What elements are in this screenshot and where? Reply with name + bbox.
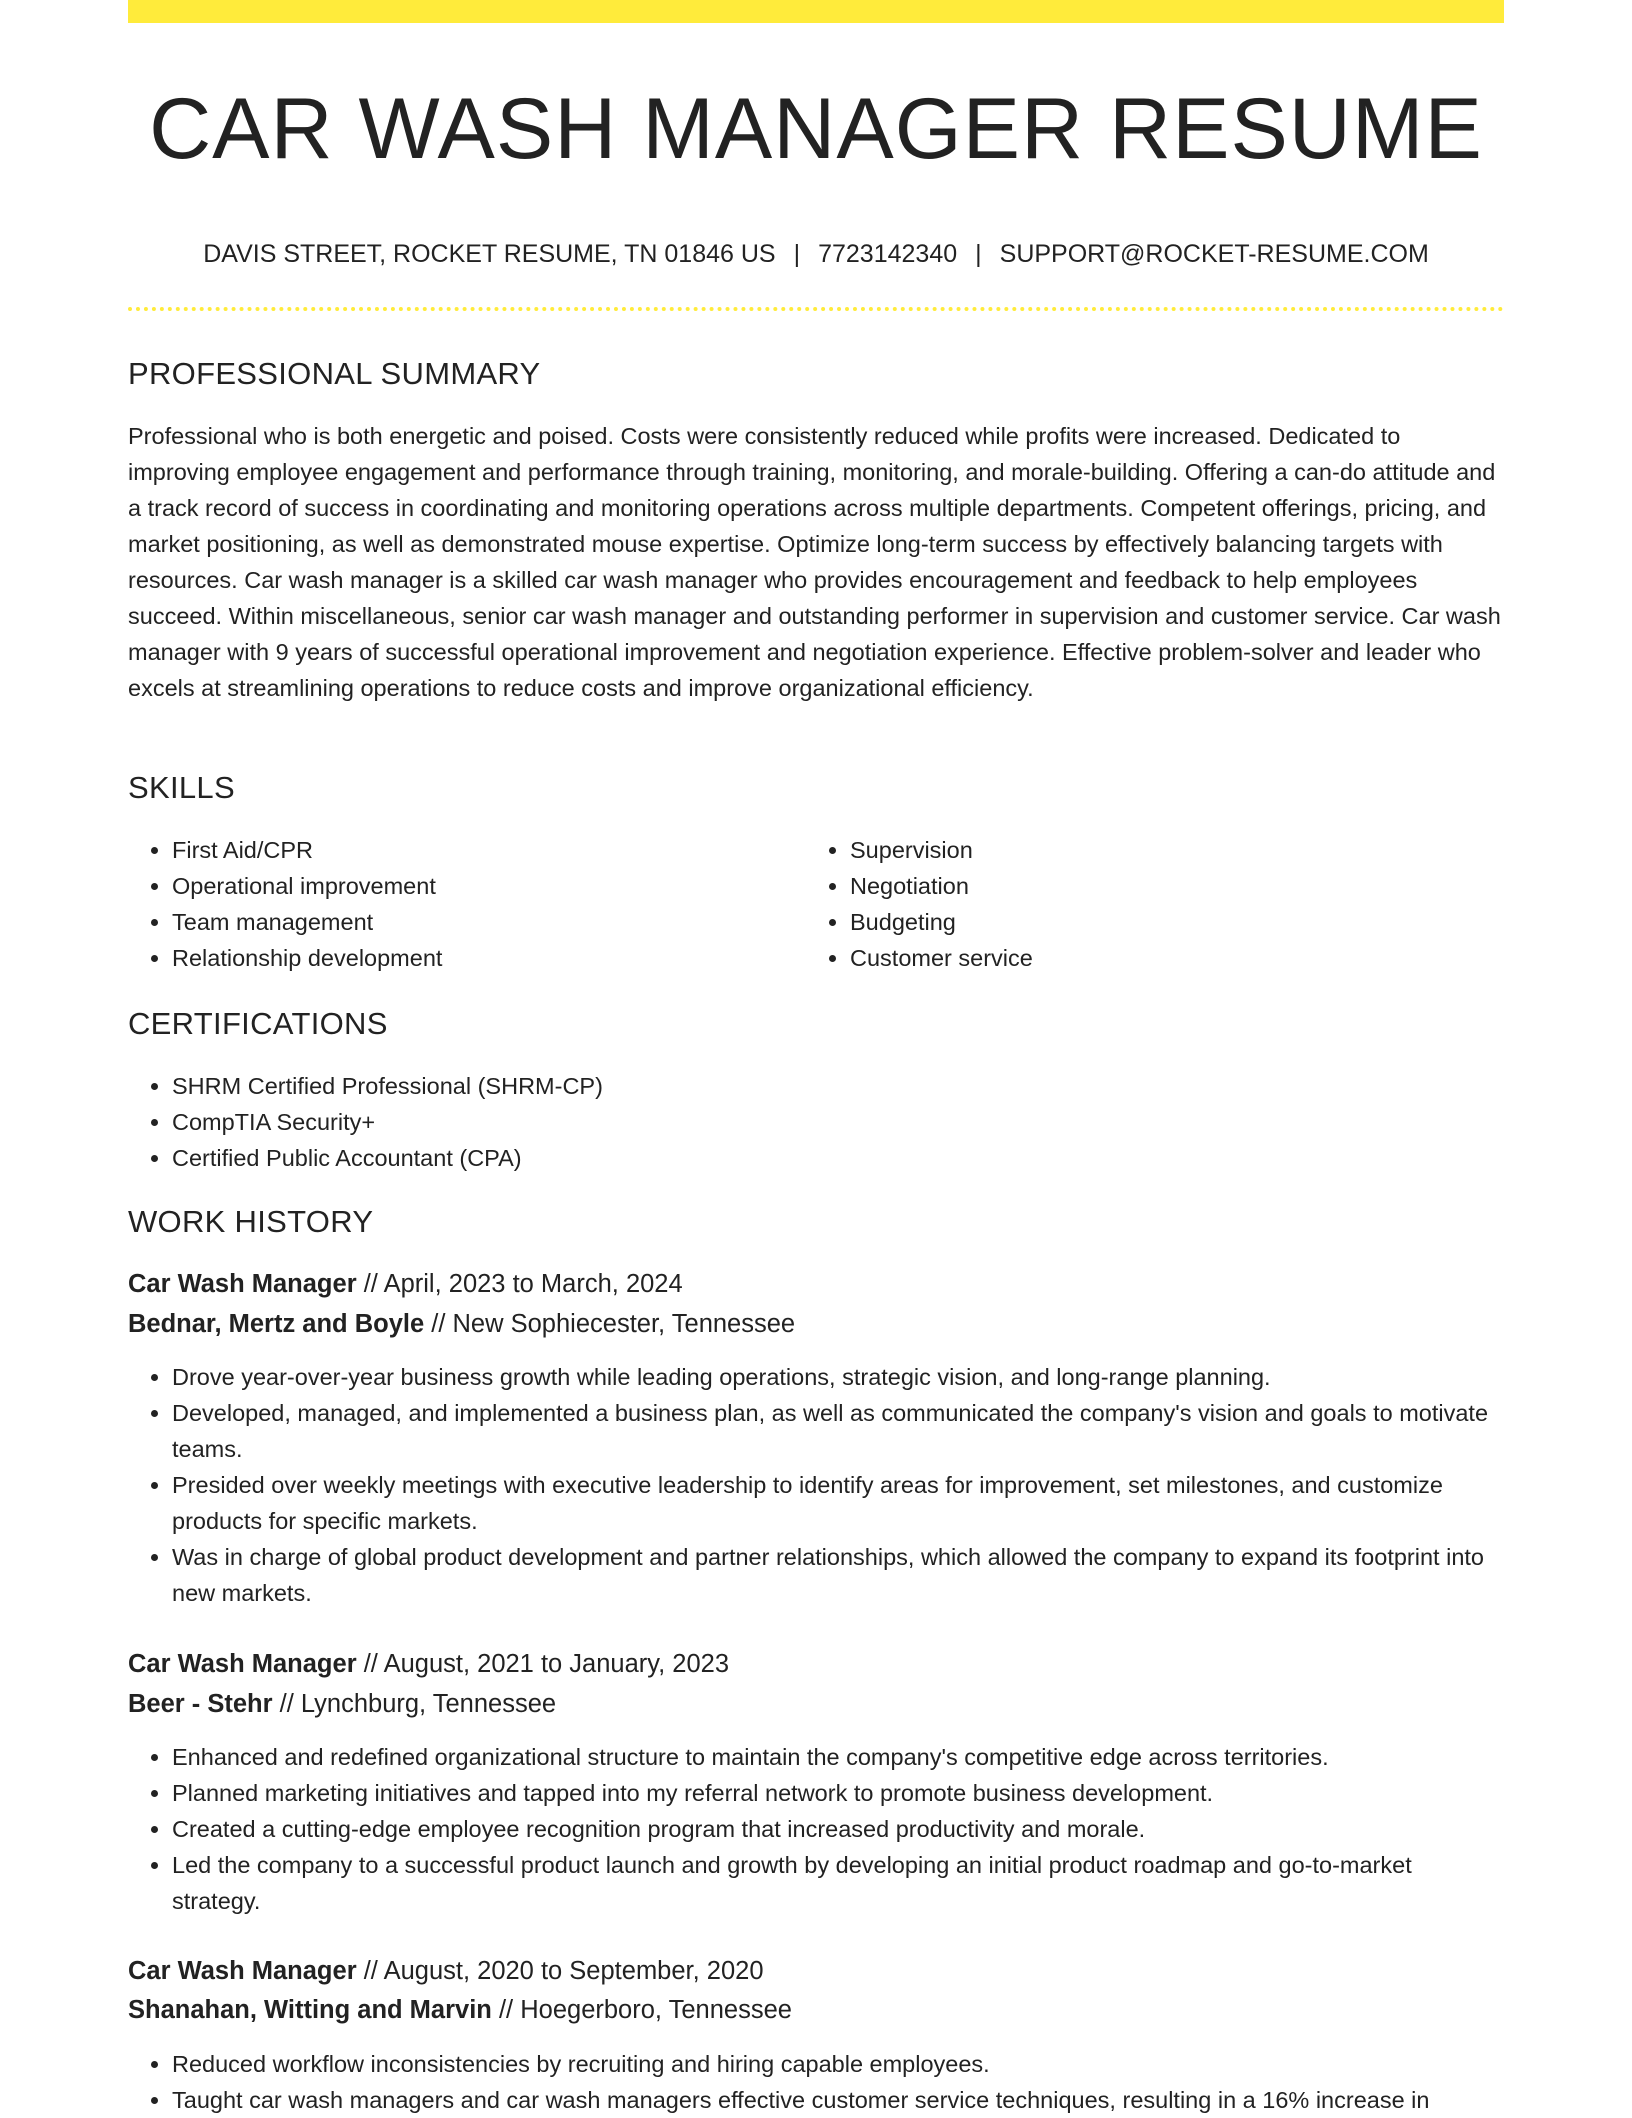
- job-bullet: • Created a cutting-edge employee recognition program that increased productivity and morale.: [172, 1811, 1504, 1847]
- contact-phone[interactable]: 7723142340: [818, 240, 958, 268]
- job-bullet: • Led the company to a successful product launch and growth by developing an initial product roadmap and go-to-market strategy.: [172, 1847, 1504, 1919]
- contact-separator: |: [975, 240, 982, 268]
- job-separator: //: [363, 1270, 378, 1298]
- job-role: Car Wash Manager: [128, 1957, 357, 1985]
- job-title-line: [128, 1953, 764, 1989]
- job-role: Car Wash Manager: [128, 1270, 357, 1298]
- certification-item: • Certified Public Accountant (CPA): [172, 1140, 1504, 1176]
- job-bullet: • Taught car wash managers and car wash managers effective customer service techniques, resulting in a 16% increase in: [172, 2082, 1504, 2118]
- job-dates: April, 2023 to March, 2024: [383, 1270, 683, 1298]
- skills-list-left: [128, 832, 806, 976]
- certification-item: • CompTIA Security+: [172, 1104, 1504, 1140]
- job-title-line: [128, 1646, 729, 1682]
- job-company-line: [128, 1306, 795, 1342]
- job-bullet: • Was in charge of global product development and partner relationships, which allowed the company to expand its footprint into new markets.: [172, 1539, 1504, 1611]
- work-history-heading: WORK HISTORY: [128, 1204, 374, 1239]
- skill-item: • Operational improvement: [172, 868, 806, 904]
- job-company: Shanahan, Witting and Marvin: [128, 1996, 492, 2024]
- job-company-line: [128, 1992, 792, 2028]
- skill-item: • Customer service: [850, 940, 1504, 976]
- job-bullets: [128, 1359, 1504, 1611]
- skill-item: • First Aid/CPR: [172, 832, 806, 868]
- contact-line: [128, 236, 1504, 272]
- job-dates: August, 2020 to September, 2020: [383, 1957, 764, 1985]
- skill-item: • Budgeting: [850, 904, 1504, 940]
- job-location: New Sophiecester, Tennessee: [452, 1310, 796, 1338]
- job-bullet: • Enhanced and redefined organizational structure to maintain the company's competitive edge across territories.: [172, 1739, 1504, 1775]
- certification-item: • SHRM Certified Professional (SHRM-CP): [172, 1068, 1504, 1104]
- job-company: Beer - Stehr: [128, 1690, 273, 1718]
- job-title-line: [128, 1266, 683, 1302]
- job-company: Bednar, Mertz and Boyle: [128, 1310, 425, 1338]
- skill-item: • Supervision: [850, 832, 1504, 868]
- skill-item: • Negotiation: [850, 868, 1504, 904]
- job-bullets: [128, 2046, 1504, 2118]
- job-separator: //: [279, 1690, 294, 1718]
- job-separator: //: [498, 1996, 514, 2024]
- job-bullet: • Drove year-over-year business growth while leading operations, strategic vision, and long-range planning.: [172, 1359, 1504, 1395]
- skills-list-right: [806, 832, 1504, 976]
- summary-heading: PROFESSIONAL SUMMARY: [128, 356, 541, 391]
- resume-title: CAR WASH MANAGER RESUME: [149, 81, 1483, 177]
- job-bullet: • Planned marketing initiatives and tapped into my referral network to promote business development.: [172, 1775, 1504, 1811]
- skills-heading: SKILLS: [128, 770, 235, 805]
- job-bullets: [128, 1739, 1504, 1919]
- top-accent-bar: [128, 0, 1504, 23]
- job-bullet: • Developed, managed, and implemented a business plan, as well as communicated the company's vision and goals to motivate teams.: [172, 1395, 1504, 1467]
- skill-item: • Team management: [172, 904, 806, 940]
- skill-item: • Relationship development: [172, 940, 806, 976]
- job-location: Lynchburg, Tennessee: [300, 1690, 557, 1718]
- job-role: Car Wash Manager: [128, 1650, 357, 1678]
- contact-address: DAVIS STREET, ROCKET RESUME, TN 01846 US: [203, 240, 776, 268]
- contact-separator: |: [793, 240, 801, 268]
- certifications-list: [128, 1068, 1504, 1176]
- contact-email[interactable]: SUPPORT@ROCKET-RESUME.COM: [999, 240, 1429, 268]
- job-separator: //: [431, 1310, 446, 1338]
- job-bullet: • Reduced workflow inconsistencies by recruiting and hiring capable employees.: [172, 2046, 1504, 2082]
- job-dates: August, 2021 to January, 2023: [383, 1650, 730, 1678]
- job-bullet: • Presided over weekly meetings with executive leadership to identify areas for improvement, set milestones, and customize products for specific markets.: [172, 1467, 1504, 1539]
- job-separator: //: [363, 1650, 378, 1678]
- job-company-line: [128, 1686, 556, 1722]
- job-location: Hoegerboro, Tennessee: [520, 1996, 792, 2024]
- certifications-heading: CERTIFICATIONS: [128, 1006, 388, 1041]
- summary-text: Professional who is both energetic and poised. Costs were consistently reduced while profits were increased. Dedicated to improving employee engagement and performance through training, monitoring, and morale-building. Offering a can-do attitude and a track record of success in coordinating and monitoring operations across multiple departments. Competent offerings, pricing, and market positioning, as well as demonstrated mouse expertise. Optimize long-term success by effectively balancing targets with resources. Car wash manager is a skilled car wash manager who provides encouragement and feedback to help employees succeed. Within miscellaneous, senior car wash manager and outstanding performer in supervision and customer service. Car wash manager with 9 years of successful operational improvement and negotiation experience. Effective problem-solver and leader who excels at streamlining operations to reduce costs and improve organizational efficiency.: [128, 423, 1501, 701]
- job-separator: //: [363, 1957, 378, 1985]
- dotted-divider: [128, 307, 1504, 311]
